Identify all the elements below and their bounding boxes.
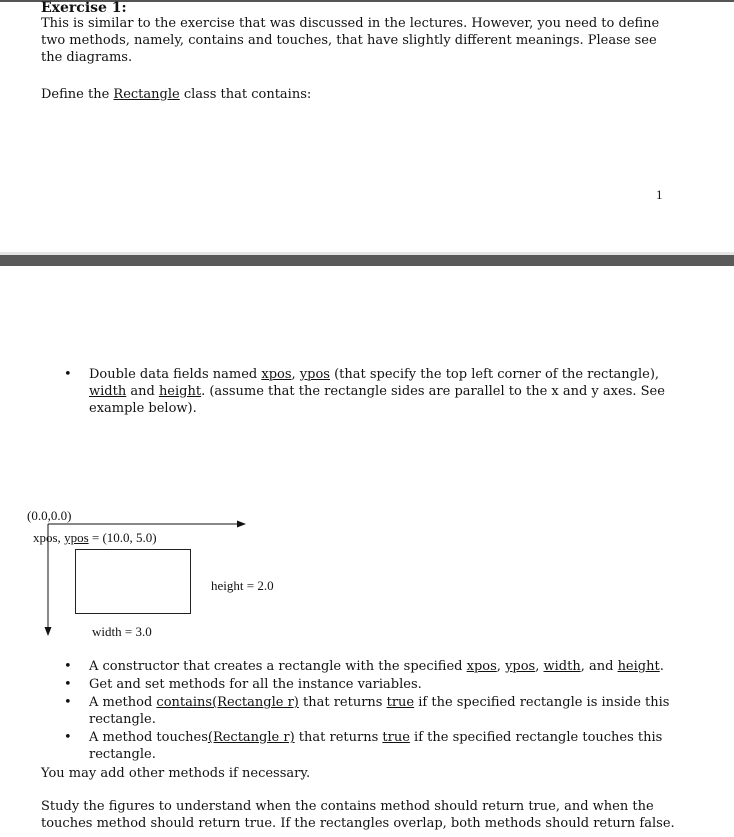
- position-ypos: ypos: [64, 530, 89, 545]
- position-label: [33, 530, 157, 546]
- position-prefix: xpos,: [33, 530, 65, 545]
- width-label: width = 3.0: [92, 624, 152, 639]
- term-width: width: [543, 659, 581, 674]
- bullet-constructor: [0, 658, 679, 675]
- example-rectangle: [75, 549, 191, 614]
- term-height: height: [158, 384, 202, 399]
- term-width: width: [89, 384, 127, 399]
- bullet-touches: [0, 729, 679, 763]
- term-ypos: ypos: [505, 659, 536, 674]
- position-value: = (10.0, 5.0): [88, 530, 157, 545]
- exercise-title: Exercise 1:: [41, 0, 127, 16]
- origin-label: (0.0,0.0): [27, 508, 72, 523]
- return-true: true: [382, 730, 410, 745]
- bullet-text: that returns: [294, 730, 383, 745]
- other-methods-note: You may add other methods if necessary.: [41, 766, 311, 781]
- height-label: height = 2.0: [211, 578, 274, 593]
- bullet-text: if the specified rectangle touches this rectangle.: [89, 730, 663, 762]
- intro-paragraph: This is similar to the exercise that was discussed in the lectures. However, you need to define two methods, namely, contains and touches, that have slightly different meanings. Please see the diagrams.: [41, 16, 660, 65]
- bullet-get-set: [0, 676, 679, 693]
- bullet-contains: [0, 694, 679, 728]
- study-paragraph: Study the figures to understand when the contains method should return true, and when the touches method should return true. If the rectangles overlap, both methods should return false.: [41, 799, 675, 831]
- methods-bullet-list: [0, 658, 679, 764]
- bullet-text: .: [659, 659, 664, 674]
- bullet-text: ,: [535, 659, 544, 674]
- return-true: true: [386, 695, 415, 710]
- bullet-text: . (assume that the rectangle sides are parallel to the x and y axes. See example below).: [89, 384, 665, 416]
- bullet-text: Double data fields named: [89, 367, 262, 382]
- term-ypos: ypos: [299, 367, 330, 382]
- bullet-text: A constructor that creates a rectangle with the specified: [89, 659, 467, 674]
- bullet-text: (that specify the top left corner of the rectangle),: [329, 367, 660, 382]
- x-axis-arrowhead: [237, 521, 246, 528]
- bullet-text: ,: [291, 367, 300, 382]
- bullet-text: , and: [580, 659, 618, 674]
- define-suffix: class that contains:: [179, 87, 312, 102]
- bullet-text: if the specified rectangle is inside this rectangle.: [89, 695, 670, 727]
- define-prefix: Define the: [41, 87, 114, 102]
- bullet-text: that returns: [298, 695, 387, 710]
- bullet-text: and: [126, 384, 159, 399]
- bullet-text: ,: [496, 659, 506, 674]
- term-height: height: [617, 659, 660, 674]
- term-xpos: xpos: [261, 367, 292, 382]
- method-contains: contains(Rectangle r): [156, 695, 299, 710]
- term-xpos: xpos: [466, 659, 497, 674]
- method-touches: (Rectangle r): [207, 730, 295, 745]
- bullet-text: A method touches: [89, 730, 208, 745]
- page-number: 1: [656, 187, 663, 202]
- bullet-text: A method: [89, 695, 157, 710]
- rectangle-class-link: Rectangle: [113, 87, 180, 102]
- bullet-text: Get and set methods for all the instance variables.: [89, 677, 422, 692]
- y-axis-arrowhead: [45, 627, 52, 636]
